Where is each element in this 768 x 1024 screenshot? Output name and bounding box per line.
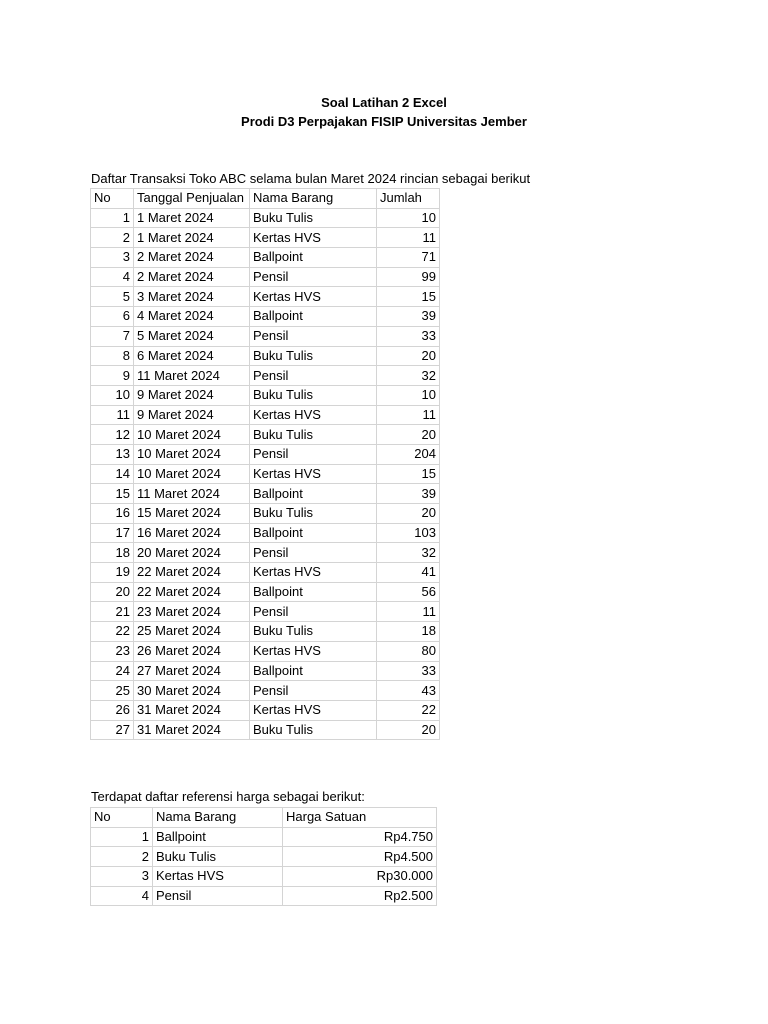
table-cell: Rp2.500 bbox=[283, 886, 437, 906]
transaction-row bbox=[91, 563, 440, 583]
transaction-row bbox=[91, 385, 440, 405]
table-cell: 5 bbox=[91, 287, 134, 307]
table-cell: Buku Tulis bbox=[250, 504, 377, 524]
table-cell: Kertas HVS bbox=[250, 563, 377, 583]
table-cell: 3 bbox=[91, 248, 134, 268]
transaction-row bbox=[91, 346, 440, 366]
table-cell: 1 Maret 2024 bbox=[134, 208, 250, 228]
table-cell: 30 Maret 2024 bbox=[134, 681, 250, 701]
table-cell: 15 bbox=[91, 484, 134, 504]
table-cell: 15 Maret 2024 bbox=[134, 504, 250, 524]
table-cell: Pensil bbox=[250, 444, 377, 464]
transaction-row bbox=[91, 464, 440, 484]
table-cell: Ballpoint bbox=[250, 307, 377, 327]
table-cell: 23 bbox=[91, 641, 134, 661]
table-cell: Pensil bbox=[250, 366, 377, 386]
table-cell: 25 Maret 2024 bbox=[134, 622, 250, 642]
table-cell: 20 bbox=[377, 504, 440, 524]
table-cell: Buku Tulis bbox=[250, 385, 377, 405]
table-cell: 22 Maret 2024 bbox=[134, 563, 250, 583]
table-cell: 27 bbox=[91, 720, 134, 740]
table-cell: 16 bbox=[91, 504, 134, 524]
table-header-row bbox=[91, 189, 440, 209]
table-cell: 9 Maret 2024 bbox=[134, 385, 250, 405]
transaction-row bbox=[91, 543, 440, 563]
transaction-row bbox=[91, 582, 440, 602]
table-cell: 19 bbox=[91, 563, 134, 583]
table-cell: 6 Maret 2024 bbox=[134, 346, 250, 366]
table-cell: 20 bbox=[377, 720, 440, 740]
table-cell: Kertas HVS bbox=[250, 641, 377, 661]
table-header-row bbox=[91, 808, 437, 828]
table-cell: Pensil bbox=[250, 326, 377, 346]
table-cell: 11 bbox=[377, 602, 440, 622]
transaction-row bbox=[91, 444, 440, 464]
table-cell: Rp4.750 bbox=[283, 827, 437, 847]
table-cell: Buku Tulis bbox=[153, 847, 283, 867]
table-cell: 9 bbox=[91, 366, 134, 386]
table-cell: 20 bbox=[91, 582, 134, 602]
transactions-intro: Daftar Transaksi Toko ABC selama bulan Maret 2024 rincian sebagai berikut bbox=[91, 171, 531, 186]
table-cell: 9 Maret 2024 bbox=[134, 405, 250, 425]
transaction-row bbox=[91, 208, 440, 228]
table-cell: 2 Maret 2024 bbox=[134, 248, 250, 268]
table-cell: Pensil bbox=[250, 543, 377, 563]
table-cell: 21 bbox=[91, 602, 134, 622]
table-cell: Buku Tulis bbox=[250, 208, 377, 228]
header-no: No bbox=[91, 189, 134, 209]
table-cell: 14 bbox=[91, 464, 134, 484]
table-cell: Pensil bbox=[250, 602, 377, 622]
table-cell: 2 Maret 2024 bbox=[134, 267, 250, 287]
table-cell: 11 bbox=[377, 228, 440, 248]
transaction-row bbox=[91, 661, 440, 681]
table-cell: 6 bbox=[91, 307, 134, 327]
transaction-row bbox=[91, 307, 440, 327]
transaction-row bbox=[91, 720, 440, 740]
table-cell: 22 Maret 2024 bbox=[134, 582, 250, 602]
table-cell: 41 bbox=[377, 563, 440, 583]
price-reference-table bbox=[90, 807, 437, 906]
table-cell: 7 bbox=[91, 326, 134, 346]
table-cell: Pensil bbox=[153, 886, 283, 906]
table-cell: 20 Maret 2024 bbox=[134, 543, 250, 563]
table-cell: 22 bbox=[91, 622, 134, 642]
table-cell: 11 Maret 2024 bbox=[134, 366, 250, 386]
header-jumlah: Jumlah bbox=[377, 189, 440, 209]
table-cell: Buku Tulis bbox=[250, 720, 377, 740]
table-cell: 26 Maret 2024 bbox=[134, 641, 250, 661]
transaction-row bbox=[91, 366, 440, 386]
transaction-row bbox=[91, 484, 440, 504]
table-cell: 18 bbox=[91, 543, 134, 563]
table-cell: 33 bbox=[377, 326, 440, 346]
table-cell: 1 bbox=[91, 208, 134, 228]
table-cell: 4 bbox=[91, 267, 134, 287]
transaction-row bbox=[91, 681, 440, 701]
header-tanggal: Tanggal Penjualan bbox=[134, 189, 250, 209]
table-cell: 12 bbox=[91, 425, 134, 445]
transaction-row bbox=[91, 602, 440, 622]
table-cell: Rp4.500 bbox=[283, 847, 437, 867]
table-cell: 2 bbox=[91, 847, 153, 867]
table-cell: 10 Maret 2024 bbox=[134, 464, 250, 484]
transaction-row bbox=[91, 700, 440, 720]
table-cell: Kertas HVS bbox=[250, 228, 377, 248]
table-cell: 10 bbox=[377, 208, 440, 228]
table-cell: Ballpoint bbox=[250, 582, 377, 602]
price-row bbox=[91, 867, 437, 887]
price-row bbox=[91, 847, 437, 867]
table-cell: Ballpoint bbox=[250, 661, 377, 681]
table-cell: 17 bbox=[91, 523, 134, 543]
table-cell: 99 bbox=[377, 267, 440, 287]
price-row bbox=[91, 886, 437, 906]
table-cell: 13 bbox=[91, 444, 134, 464]
header-nama-barang: Nama Barang bbox=[250, 189, 377, 209]
header-nama-barang: Nama Barang bbox=[153, 808, 283, 828]
table-cell: 10 Maret 2024 bbox=[134, 444, 250, 464]
table-cell: 31 Maret 2024 bbox=[134, 720, 250, 740]
table-cell: 2 bbox=[91, 228, 134, 248]
transaction-row bbox=[91, 622, 440, 642]
table-cell: Buku Tulis bbox=[250, 425, 377, 445]
table-cell: Ballpoint bbox=[153, 827, 283, 847]
table-cell: 3 Maret 2024 bbox=[134, 287, 250, 307]
table-cell: 18 bbox=[377, 622, 440, 642]
table-cell: Buku Tulis bbox=[250, 346, 377, 366]
transaction-row bbox=[91, 228, 440, 248]
table-cell: 3 bbox=[91, 867, 153, 887]
table-cell: 15 bbox=[377, 464, 440, 484]
table-cell: 16 Maret 2024 bbox=[134, 523, 250, 543]
table-cell: 24 bbox=[91, 661, 134, 681]
table-cell: 20 bbox=[377, 346, 440, 366]
table-cell: 15 bbox=[377, 287, 440, 307]
table-cell: 39 bbox=[377, 484, 440, 504]
table-cell: 5 Maret 2024 bbox=[134, 326, 250, 346]
table-cell: 11 bbox=[91, 405, 134, 425]
table-cell: 204 bbox=[377, 444, 440, 464]
table-cell: Pensil bbox=[250, 681, 377, 701]
table-cell: 1 Maret 2024 bbox=[134, 228, 250, 248]
table-cell: 10 Maret 2024 bbox=[134, 425, 250, 445]
table-cell: 4 Maret 2024 bbox=[134, 307, 250, 327]
transactions-table bbox=[90, 188, 440, 740]
table-cell: Ballpoint bbox=[250, 484, 377, 504]
transaction-row bbox=[91, 504, 440, 524]
table-cell: 1 bbox=[91, 827, 153, 847]
table-cell: Buku Tulis bbox=[250, 622, 377, 642]
table-cell: 32 bbox=[377, 366, 440, 386]
table-cell: Kertas HVS bbox=[250, 464, 377, 484]
transaction-row bbox=[91, 287, 440, 307]
table-cell: 56 bbox=[377, 582, 440, 602]
table-cell: 10 bbox=[91, 385, 134, 405]
table-cell: 20 bbox=[377, 425, 440, 445]
prices-intro: Terdapat daftar referensi harga sebagai berikut: bbox=[91, 789, 365, 804]
table-cell: Pensil bbox=[250, 267, 377, 287]
document-title: Soal Latihan 2 Excel bbox=[321, 95, 447, 110]
table-cell: 4 bbox=[91, 886, 153, 906]
table-cell: 26 bbox=[91, 700, 134, 720]
table-cell: 11 bbox=[377, 405, 440, 425]
table-cell: Ballpoint bbox=[250, 523, 377, 543]
transaction-row bbox=[91, 248, 440, 268]
table-cell: 23 Maret 2024 bbox=[134, 602, 250, 622]
table-cell: 43 bbox=[377, 681, 440, 701]
table-cell: Kertas HVS bbox=[250, 700, 377, 720]
table-cell: Rp30.000 bbox=[283, 867, 437, 887]
table-cell: 10 bbox=[377, 385, 440, 405]
table-cell: Ballpoint bbox=[250, 248, 377, 268]
table-cell: Kertas HVS bbox=[250, 287, 377, 307]
document-subtitle: Prodi D3 Perpajakan FISIP Universitas Jember bbox=[241, 114, 527, 129]
table-cell: 11 Maret 2024 bbox=[134, 484, 250, 504]
table-cell: 32 bbox=[377, 543, 440, 563]
transaction-row bbox=[91, 523, 440, 543]
table-cell: 39 bbox=[377, 307, 440, 327]
table-cell: 103 bbox=[377, 523, 440, 543]
header-harga-satuan: Harga Satuan bbox=[283, 808, 437, 828]
table-cell: 80 bbox=[377, 641, 440, 661]
table-cell: 33 bbox=[377, 661, 440, 681]
transaction-row bbox=[91, 641, 440, 661]
table-cell: Kertas HVS bbox=[250, 405, 377, 425]
table-cell: 22 bbox=[377, 700, 440, 720]
price-row bbox=[91, 827, 437, 847]
table-cell: 25 bbox=[91, 681, 134, 701]
transaction-row bbox=[91, 267, 440, 287]
table-cell: Kertas HVS bbox=[153, 867, 283, 887]
transaction-row bbox=[91, 405, 440, 425]
table-cell: 8 bbox=[91, 346, 134, 366]
transaction-row bbox=[91, 425, 440, 445]
table-cell: 31 Maret 2024 bbox=[134, 700, 250, 720]
table-cell: 71 bbox=[377, 248, 440, 268]
header-no: No bbox=[91, 808, 153, 828]
transaction-row bbox=[91, 326, 440, 346]
table-cell: 27 Maret 2024 bbox=[134, 661, 250, 681]
